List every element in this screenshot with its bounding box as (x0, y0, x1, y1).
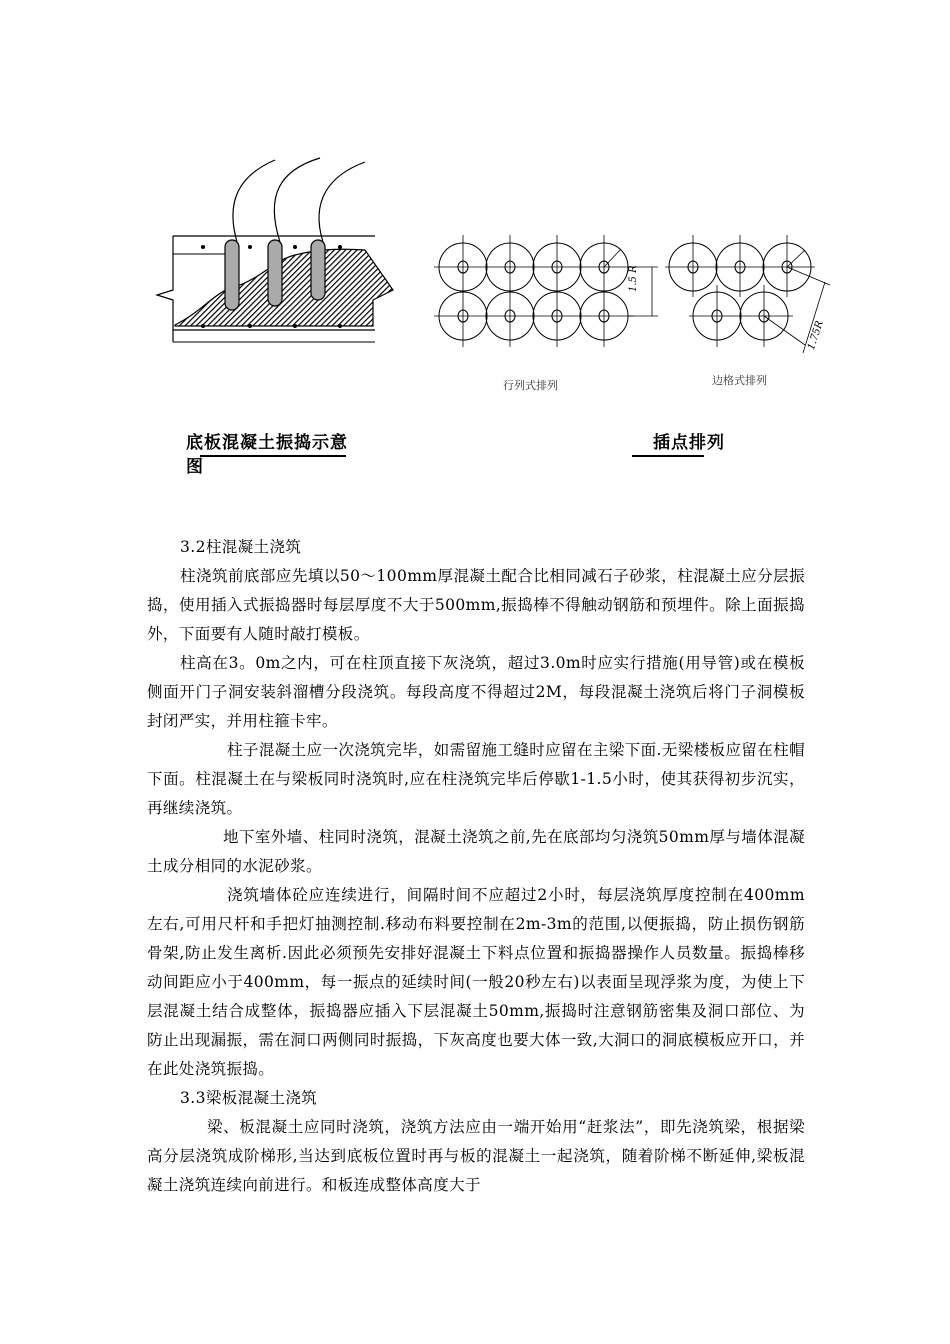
section-3-2-heading: 3.2柱混凝土浇筑 (180, 538, 302, 556)
insertion-pattern-row-grid (430, 225, 660, 365)
paragraph-construction-joint: 柱子混凝土应一次浇筑完毕，如需留施工缝时应留在主梁下面.无梁楼板应留在柱帽下面。柱混凝土在与梁板同时浇筑时,应在柱浇筑完毕后停歇1-1.5小时，使其获得初步沉实，再继续浇筑。 (147, 741, 805, 817)
caption-insertion-points: 插点排列 (653, 433, 725, 453)
paragraph-column-preparation: 柱浇筑前底部应先填以50～100mm厚混凝土配合比相同减石子砂浆，柱混凝土应分层振捣，使用插入式振捣器时每层厚度不大于500mm,振捣棒不得触动钢筋和预埋件。除上面振捣外，下面要有人随时敲打模板。 (147, 567, 805, 643)
paragraph-basement-wall: 地下室外墙、柱同时浇筑，混凝土浇筑之前,先在底部均匀浇筑50mm厚与墙体混凝土成分相同的水泥砂浆。 (147, 828, 805, 875)
dimension-label-stagger: 1.75R (806, 319, 826, 352)
paragraph-column-height: 柱高在3。0m之内，可在柱顶直接下灰浇筑，超过3.0m时应实行措施(用导管)或在模板侧面开门子洞安装斜溜槽分段浇筑。每段高度不得超过2M，每段混凝土浇筑后将门子洞模板封闭严实，并用柱箍卡牢。 (147, 654, 805, 730)
caption-rule-right (632, 455, 704, 457)
slab-vibration-diagram (145, 150, 405, 360)
caption-slab-vibration: 底板混凝土振捣示意 (186, 433, 348, 453)
body-text (147, 562, 805, 1200)
paragraph-beam-slab: 梁、板混凝土应同时浇筑，浇筑方法应由一端开始用“赶浆法”，即先浇筑梁，根据梁高分层浇筑成阶梯形,当达到底板位置时再与板的混凝土一起浇筑，随着阶梯不断延伸,梁板混凝土浇筑连续向前进行。和板连成整体高度大于 (147, 1118, 805, 1194)
caption-slab-vibration-tail: 图 (186, 457, 204, 477)
section-3-3-heading: 3.3梁板混凝土浇筑 (180, 1089, 318, 1107)
pattern-label-row: 行列式排列 (503, 379, 558, 392)
pattern-label-staggered: 边格式排列 (712, 374, 767, 387)
caption-rule-left (200, 455, 346, 457)
dimension-label-row: 1.5 R (628, 265, 639, 292)
paragraph-wall-pouring: 浇筑墙体砼应连续进行，间隔时间不应超过2小时，每层浇筑厚度控制在400mm左右,可用尺杆和手把灯抽测控制.移动布料要控制在2m-3m的范围,以便振捣，防止损伤钢筋骨架,防止发生离析.因此必须预先安排好混凝土下料点位置和振捣器操作人员数量。振捣棒移动间距应小于400mm，每一振点的延续时间(一般20秒左右)以表面呈现浮浆为度，为使上下层混凝土结合成整体，振捣器应插入下层混凝土50mm,振捣时注意钢筋密集及洞口部位、为防止出现漏振，需在洞口两侧同时振捣，下灰高度也要大体一致,大洞口的洞底模板应开口，并在此处浇筑振捣。 (147, 886, 805, 1078)
